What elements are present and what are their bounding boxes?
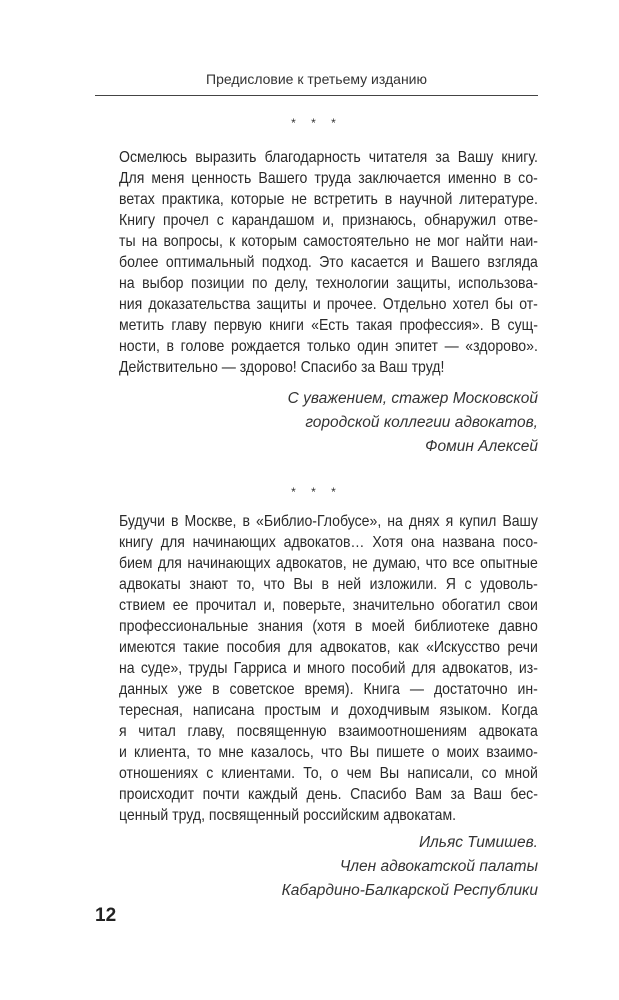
header-rule	[95, 95, 538, 96]
running-header: Предисловие к третьему изданию	[206, 71, 427, 87]
signature-line: Кабардино-Балкарской Республики	[281, 882, 538, 899]
signature-line: Фомин Алексей	[425, 438, 538, 455]
text-line: более оптимальный подход. Это касается и Вашего взгляда	[119, 254, 538, 271]
text-line: тересная, написана простым и доходчивым языком. Когда	[119, 702, 538, 719]
signature-line: городской коллегии адвокатов,	[305, 414, 538, 431]
text-line: отношениях с клиентами. То, о чем Вы написали, со мной	[119, 765, 538, 782]
text-line: ты на вопросы, к которым самостоятельно не мог найти наи-	[119, 233, 538, 250]
text-line: я читал главу, посвященную взаимоотношениям адвоката	[119, 723, 538, 740]
letter-2-text	[119, 511, 538, 826]
text-line: ности, в голове рождается только один эпитет — «здорово».	[119, 338, 538, 355]
text-line: адвокаты знают то, что Вы в ней изложили. Я с удоволь-	[119, 576, 538, 593]
signature-line: Член адвокатской палаты	[339, 858, 538, 875]
text-line: ценный труд, посвященный российским адвокатам.	[119, 807, 457, 824]
text-line: метить главу первую книги «Есть такая профессия». В сущ-	[119, 317, 538, 334]
text-line: Действительно — здорово! Спасибо за Ваш труд!	[119, 359, 445, 376]
text-line: ветах практика, которые не встретить в научной литературе.	[119, 191, 538, 208]
text-line: происходит почти каждый день. Спасибо Вам за Ваш бес-	[119, 786, 538, 803]
text-line: имеются такие пособия для адвокатов, как «Искусство речи	[119, 639, 538, 656]
text-line: Будучи в Москве, в «Библио-Глобусе», на днях я купил Вашу	[119, 513, 538, 530]
text-line: и клиента, то мне казалось, что Вы пишете о моих взаимо-	[119, 744, 538, 761]
text-line: данных уже в советское время). Книга — достаточно ин-	[119, 681, 538, 698]
letter-2-signature	[282, 831, 538, 903]
text-line: Осмелюсь выразить благодарность читателя за Вашу книгу.	[119, 149, 538, 166]
section-separator: * * *	[291, 485, 342, 499]
text-line: ствием ее прочитал и, поверьте, значительно обогатил свои	[119, 597, 538, 614]
text-line: ния доказательства защиты и прочее. Отдельно хотел бы от-	[119, 296, 538, 313]
text-line: книгу для начинающих адвокатов… Хотя она названа посо-	[119, 534, 538, 551]
section-separator: * * *	[291, 116, 342, 130]
text-line: на суде», труды Гарриса и много пособий для адвокатов, из-	[119, 660, 538, 677]
page-number: 12	[95, 905, 117, 926]
text-line: бием для начинающих адвокатов, не думаю, что все опытные	[119, 555, 538, 572]
letter-1-signature	[288, 387, 538, 459]
letter-1-text	[119, 147, 538, 378]
text-line: профессиональные знания (хотя в моей библиотеке давно	[119, 618, 538, 635]
signature-line: С уважением, стажер Московской	[287, 390, 538, 407]
text-line: на выбор позиции по делу, технологии защиты, использова-	[119, 275, 538, 292]
signature-line: Ильяс Тимишев.	[418, 834, 538, 851]
text-line: Для меня ценность Вашего труда заключается именно в со-	[119, 170, 538, 187]
text-line: Книгу прочел с карандашом и, признаюсь, обнаружил отве-	[119, 212, 538, 229]
